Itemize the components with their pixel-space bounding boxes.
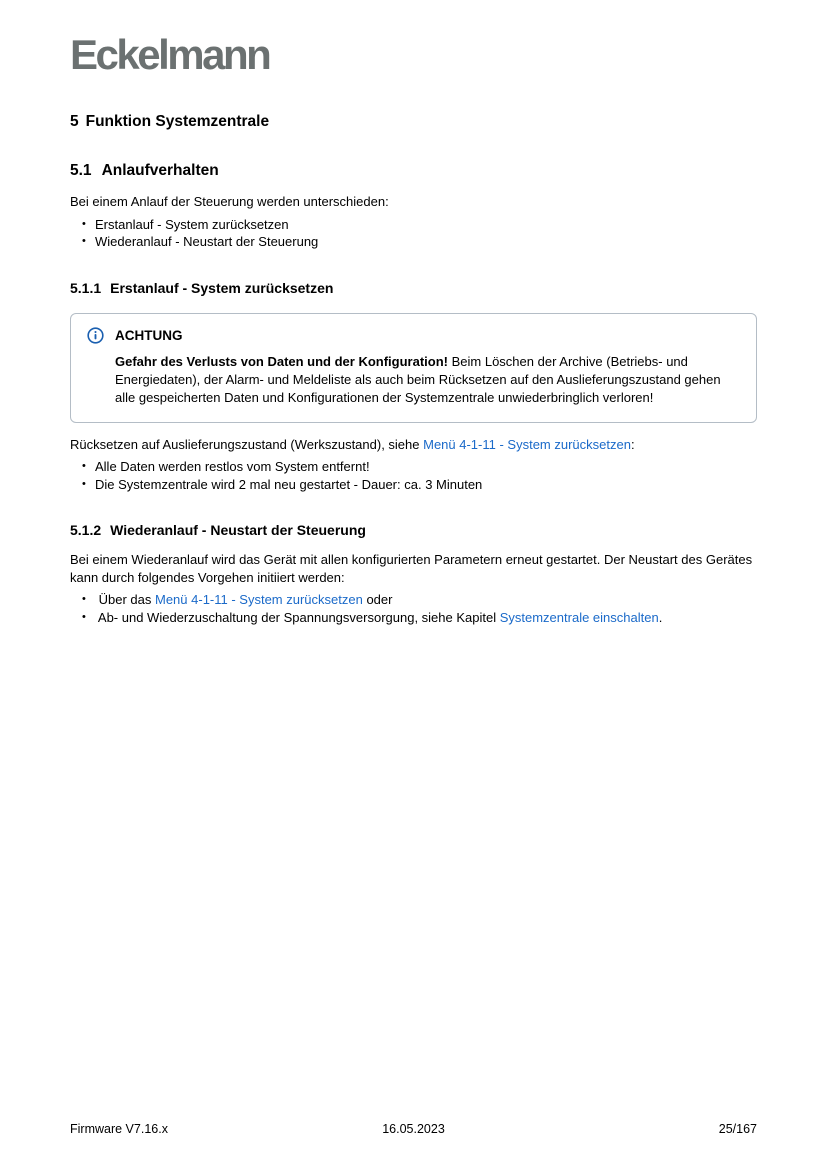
subsection-heading-5-1-2 <box>70 522 757 538</box>
notice-lead: Gefahr des Verlusts von Daten und der Konfiguration! <box>115 353 448 369</box>
list-item: • Wiederanlauf - Neustart der Steuerung <box>70 233 757 251</box>
footer-page-number: 25/167 <box>718 1122 757 1136</box>
list-item: • Die Systemzentrale wird 2 mal neu gestartet - Dauer: ca. 3 Minuten <box>70 476 757 494</box>
menu-4-1-11-link[interactable]: Menü 4-1-11 - System zurücksetzen <box>423 436 631 452</box>
list-item <box>70 591 757 609</box>
list-item: • Erstanlauf - System zurücksetzen <box>70 216 757 234</box>
page-footer <box>70 1122 757 1136</box>
list-item <box>70 609 757 627</box>
reset-paragraph-post: : <box>630 436 635 452</box>
page-content <box>70 0 757 626</box>
section-title: Anlaufverhalten <box>101 162 219 179</box>
notice-header <box>87 327 738 344</box>
section-5-1-intro: Bei einem Anlauf der Steuerung werden unterschieden: <box>70 194 389 209</box>
subsection-number: 5.1.2 <box>70 522 102 538</box>
systemzentrale-einschalten-link[interactable]: Systemzentrale einschalten <box>499 609 659 625</box>
chapter-heading <box>70 113 757 131</box>
notice-body <box>115 353 738 407</box>
subsection-heading-5-1-1 <box>70 280 757 296</box>
info-icon <box>87 327 104 344</box>
subsection-number: 5.1.1 <box>70 279 102 296</box>
notice-label: ACHTUNG <box>115 327 183 343</box>
restart-paragraph: Bei einem Wiederanlauf wird das Gerät mit allen konfigurierten Parametern erneut gestartet. Der Neustart des Gerätes kann durch folgendes Vorgehen initiiert werden: <box>70 552 753 585</box>
attention-notice-box <box>70 313 757 423</box>
section-5-1-bullet-list <box>70 216 757 251</box>
section-5-1-2-bullet-list <box>70 591 757 626</box>
chapter-number: 5 <box>70 113 79 130</box>
footer-date: 16.05.2023 <box>382 1122 445 1136</box>
list-item: • Alle Daten werden restlos vom System entfernt! <box>70 458 757 476</box>
menu-4-1-11-link[interactable]: Menü 4-1-11 - System zurücksetzen <box>155 592 363 607</box>
bullet-post: . <box>658 609 663 625</box>
notice-text: Beim Löschen der Archive (Betriebs- und Energiedaten), der Alarm- und Meldeliste als auch beim Rücksetzen auf den Auslieferungszustand gehen alle gespeicherten Daten und Konfigurationen der Systemzentrale unwiederbringlich verloren! <box>115 353 721 405</box>
chapter-title: Funktion Systemzentrale <box>85 113 270 130</box>
bullet-pre: Über das <box>98 592 155 607</box>
brand-logo: Eckelmann <box>70 31 270 78</box>
section-number: 5.1 <box>70 162 92 179</box>
section-5-1-1-bullet-list <box>70 458 757 493</box>
bullet-post: oder <box>362 592 393 607</box>
section-heading-5-1 <box>70 162 757 180</box>
reset-paragraph-pre: Rücksetzen auf Auslieferungszustand (Werkszustand), siehe <box>70 436 424 452</box>
bullet-pre: Ab- und Wiederzuschaltung der Spannungsversorgung, siehe Kapitel <box>97 609 500 625</box>
subsection-title: Wiederanlauf - Neustart der Steuerung <box>110 522 366 538</box>
reset-paragraph <box>70 436 757 454</box>
footer-firmware-version: Firmware V7.16.x <box>70 1122 168 1136</box>
subsection-title: Erstanlauf - System zurücksetzen <box>110 279 334 296</box>
